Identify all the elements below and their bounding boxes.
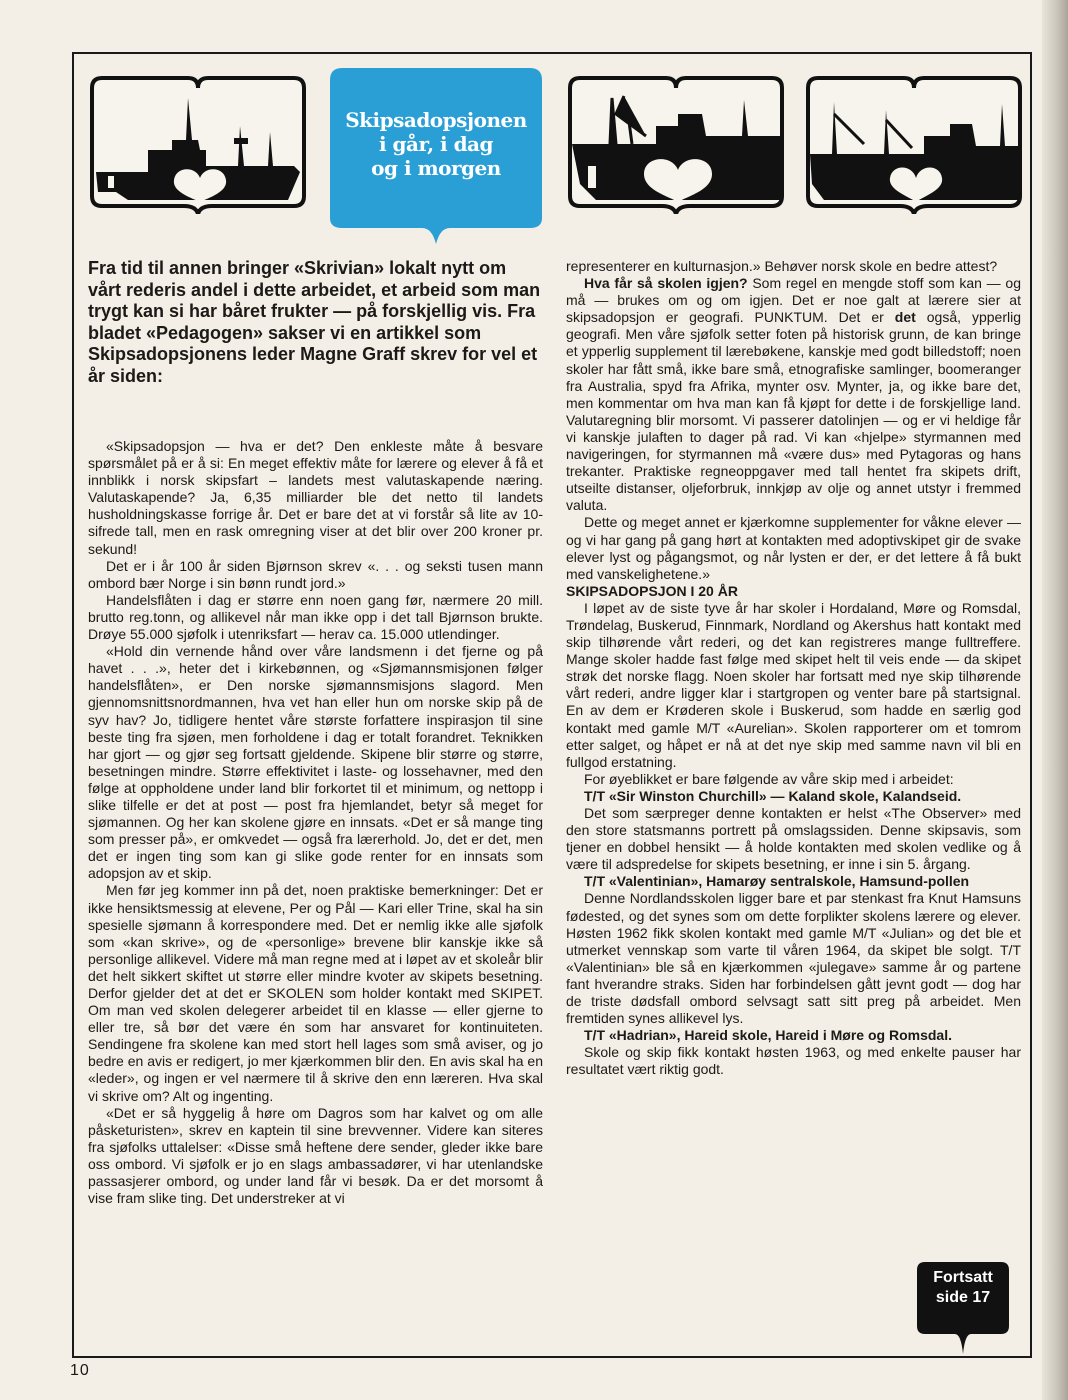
paragraph: Skole og skip fikk kontakt høsten 1963, og med enkelte pauser har resultatet vært riktig godt.: [566, 1044, 1021, 1078]
paragraph: «Skipsadopsjon — hva er det? Den enkleste måte å besvare spørsmålet på er å si: En meget effektiv måte for lærere og elever å få et innblikk i norsk skipsfart – landets mest valutaskapende næring. Valutaskapende? Ja, 6,35 milliarder ble det netto til landets husholdningskasse forrige år. Det er bare det at vi forstår så lite av 10-sifrede tall, men en rask omregning viser at det blir over 200 kroner pr. sekund!: [88, 438, 543, 557]
paragraph: Dette og meget annet er kjærkomne supplementer for våkne elever — og vi har gang på gang hørt at kontakten med adoptivskipet gir de svake elever lyst og pågangsmot, og når lysten er der, er det lettere å få bukt med vanskelighetene.»: [566, 514, 1021, 582]
page-number: 10: [70, 1362, 90, 1379]
ship-heading: T/T «Hadrian», Hareid skole, Hareid i Møre og Romsdal.: [584, 1027, 952, 1044]
banner: [88, 68, 1020, 248]
ship-heading: T/T «Sir Winston Churchill» — Kaland skole, Kalandseid.: [584, 787, 962, 804]
continued-badge[interactable]: [917, 1262, 1009, 1354]
section-heading: SKIPSADOPSJON I 20 ÅR: [566, 582, 738, 599]
ship-heading: T/T «Valentinian», Hamarøy sentralskole, Hamsund-pollen: [584, 873, 970, 890]
run-in-heading: Hva får så skolen igjen?: [584, 275, 748, 292]
continued-text: [917, 1268, 1009, 1308]
paragraph: «Hold din vernende hånd over våre landsmenn i det fjerne og på havet . . .», heter det i kirkebønnen, og «Sjømannsmisjonen følger handelsflåten», er Den norske sjømannsmisjons slagord. Men gjennomsnittsnordmannen, hva vet han eller hun om norske skip på de syv hav? Jo, tidligere hentet våre største forfattere inspirasjon til sine beste ting fra sjøen, men forholdene i dag er totalt forandret. Teknikken har gjort — og gjør seg fortsatt gjeldende. Skipene blir større og større, besetningen mindre. Større effektivitet i laste- og lossehavner, med den følge at oppholdene under land blir forkortet til et minimum, og nettopp i slike tilfelle er det at post — post fra hjemlandet, betyr så meget for sjømannen. Og her kan skolene gjøre en innsats. «Det er så mange ting som presser på», er omkvedet — også fra lærerhold. Jo, det er det, men det er ingen ting som kan gi slike gode renter for en innsats som adopsjon av et skip.: [88, 643, 543, 882]
left-column: [88, 438, 543, 1336]
title-line-3: og i morgen: [371, 156, 501, 180]
paragraph: Handelsflåten i dag er større enn noen gang før, nærmere 20 mill. brutto reg.tonn, og allikevel når man ikke opp i det tall Bjørnson brukte. Drøye 55.000 sjøfolk i utenriksfart — herav ca. 15.000 utlendinger.: [88, 591, 543, 643]
article-lede: Fra tid til annen bringer «Skrivian» lokalt nytt om vårt rederis andel i dette arbeidet, et arbeid som man trygt kan si har båret frukter — på forskjellig vis. Fra bladet «Pedagogen» sakser vi en artikkel som Skipsadopsjonens leder Magne Graff skrev for vel et år siden:: [88, 258, 541, 386]
emphasis: det: [894, 309, 916, 326]
continued-line-2: side 17: [935, 1289, 991, 1306]
ship-heart-icon: [804, 74, 1024, 214]
paragraph: representerer en kulturnasjon.» Behøver norsk skole en bedre attest?: [566, 258, 998, 274]
paragraph: I løpet av de siste tyve år har skoler i Hordaland, Møre og Romsdal, Trøndelag, Buskerud, Finnmark, Nordland og Akershus hatt kontakt med skip tilhørende vårt rederi, og det kan registreres mange fulltreffere. Mange skoler hadde fast følge med skipet helt til veis ende — da skipet strøk det norske flagg. Noen skoler har fortsatt med nye skip tilhørende vårt rederi, andre ligger klar i startgropen og venter bare på startsignal. En av dem er Krøderen skole i Buskerud, som hadde en særlig god kontakt med gamle M/T «Aurelian». Skolen rapporterer om et tomrom etter salget, og håpet er nå at det nye skip med samme navn vil bli en fullgod erstatning.: [566, 599, 1021, 770]
title-line-2: i går, i dag: [379, 132, 493, 156]
paragraph-text: Som regel en mengde stoff som kan — og må — brukes om og om igjen. Det er noe galt at lærere sier at skipsadopsjon er geografi. PUNKTUM. Det er: [566, 275, 1021, 326]
paragraph: Denne Nordlandsskolen ligger bare et par stenkast fra Knut Hamsuns fødested, og det synes som om dette forplikter skolens lærere og elever. Høsten 1962 fikk skolen kontakt med gamle M/T «Julian» og det ble et utmerket vennskap som varte til våren 1964, da skipet ble solgt. T/T «Valentinian» ble så en kjærkommen «julegave» samme år og partene fant hverandre straks. Siden har forbindelsen gått jevnt godt — dog har de triste dødsfall ombord selvsagt satt sitt preg på arbeidet. Men fremtiden synes allikevel lys.: [566, 890, 1021, 1027]
page-edge: [1042, 0, 1068, 1400]
title-text: [330, 108, 542, 180]
paragraph: Det som særpreger denne kontakten er helst «The Observer» med den store statsmanns portrett på omslagssiden. Denne skipsavis, som tjener en dobbel hensikt — å holde kontakten med skolen vedlike og å være til adspredelse for skipets besetning, er inne i sin 5. årgang.: [566, 805, 1021, 873]
paragraph: «Det er så hyggelig å høre om Dagros som har kalvet og om alle påsketuristen», skrev en kaptein til sine brevvenner. Videre kan siteres fra sjøfolks uttalelser: «Disse små heftene dere sender, gleder ikke bare oss ombord. Vi sjøfolk er jo en slags ambassadører, vi har utenlandske passasjerer ombord, og under land får vi besøk. Da er det morsomt å vise fram slike ting. Det understreker at vi: [88, 1104, 543, 1207]
paragraph: For øyeblikket er bare følgende av våre skip med i arbeidet:: [584, 770, 954, 787]
title-box: [330, 68, 542, 244]
paragraph: Men før jeg kommer inn på det, noen praktiske bemerkninger: Det er ikke hensiktsmessig at elevene, Per og Pål — Kari eller Trine, skal ha sin spesielle sjømann å korrespondere med. Det er nemlig ikke alle sjøfolk som «kan skrive», og de «personlige» brevene blir kanskje ikke så personlige allikevel. Videre må man regne med at i løpet av et skoleår blir det helt sikkert skiftet ut større eller mindre kvoter av skipets besetning. Derfor gjelder det at det er SKOLEN som holder kontakt med SKIPET. Om man ved skolen delegerer arbeidet til en klasse — eller gjerne to eller tre, så bør det være én som har ansvaret for kontinuiteten. Sendingene fra skolene kan med stort hell lages som små aviser, og jo bedre en avis er redigert, jo mer kjærkommen blir den. En avis skal ha en «leder», og ingen er vel nærmere til å skrive den enn læreren. Hva skal vi skrive om? Alt og ingenting.: [88, 882, 543, 1104]
right-column: [566, 258, 1021, 1278]
continued-line-1: Fortsatt: [933, 1269, 993, 1286]
title-line-1: Skipsadopsjonen: [345, 108, 527, 132]
ship-heart-icon: [566, 74, 786, 214]
paragraph: Det er i år 100 år siden Bjørnson skrev «. . . og seksti tusen mann ombord bær Norge i sin bønn rundt jord.»: [88, 557, 543, 591]
paragraph-text: også, ypperlig geografi. Men våre sjøfolk setter foten på historisk grunn, de kan bringe et ypperlig supplement til lærebøkene, kanskje med godt billedstoff; noen skoler har fått små, ikke bare små, etnografiske samlinger, boomeranger fra Australia, spyd fra Afrika, mynter osv. Mynter, ja, og ikke bare det, men kommentar om hva man kan få kjøpt for dette i de forskjellige land. Valutaregning blir morsomt. Vi passerer datolinjen — og er vi heldige får vi kanskje julaften to dager på rad. Vi kan «hjelpe» styrmannen med navigeringen, for styrmannen må «være dus» med Pytagoras og hans trekanter. Praktiske regneoppgaver med tall hentet fra skipets drift, utseilte distanser, oljeforbruk, innkjøp av olje og annet utstyr i fremmed valuta.: [566, 309, 1021, 514]
ship-heart-icon: [88, 74, 308, 214]
paragraph: [566, 275, 1021, 514]
